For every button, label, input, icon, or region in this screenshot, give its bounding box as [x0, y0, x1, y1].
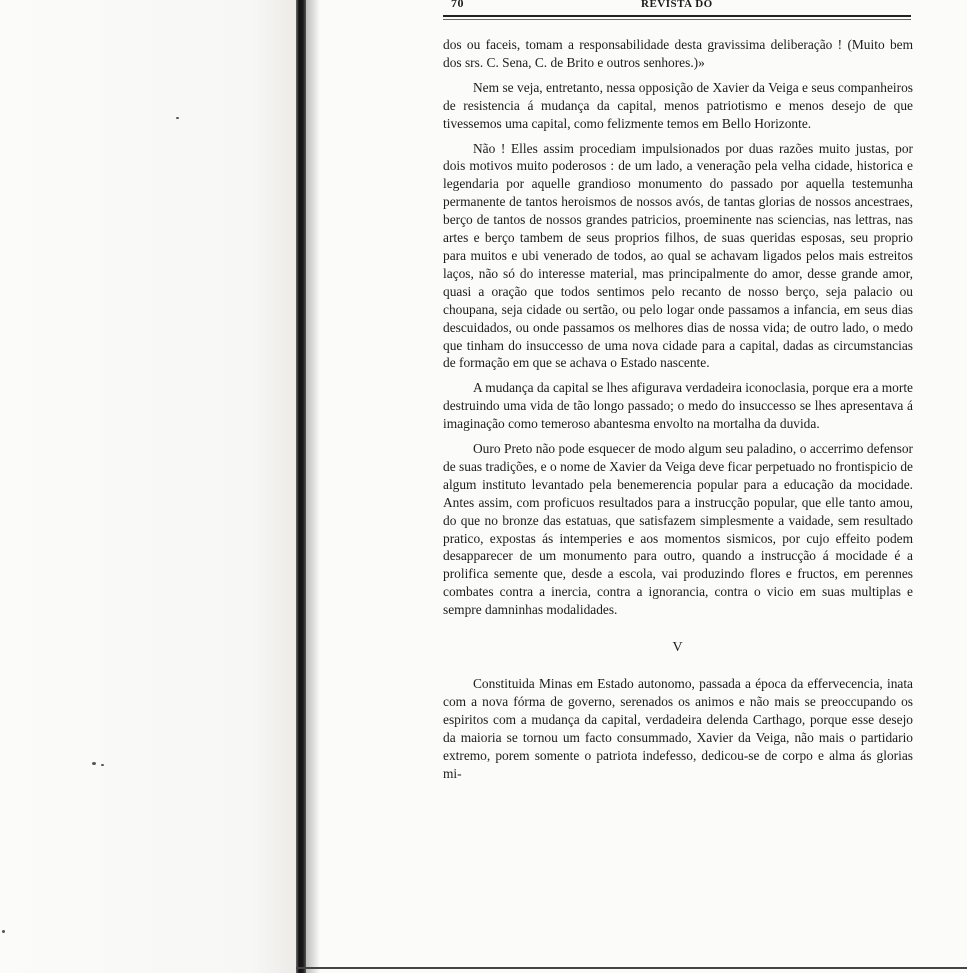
running-head: REVISTA DO — [641, 0, 713, 10]
page-number: 70 — [451, 0, 464, 10]
left-page-margin — [0, 0, 296, 973]
page-header — [443, 0, 913, 14]
spine-shadow — [306, 0, 320, 973]
bottom-edge — [296, 967, 967, 969]
body-text — [443, 36, 913, 782]
book-spine — [296, 0, 306, 973]
scan-speck — [92, 762, 96, 765]
scan-speck — [2, 930, 5, 933]
book-page — [443, 0, 913, 973]
paragraph: Ouro Preto não pode esquecer de modo algum seu paladino, o accerrimo defensor de suas tradições, e o nome de Xavier da Veiga deve ficar perpetuado no frontispicio de algum instituto levantado pela benemerencia popular para a educação da mocidade. Antes assim, com proficuos resultados para a instrucção popular, que elle tanto amou, do que no bronze das estatuas, que satisfazem simplesmente a vaidade, sem resultado pratico, expostas ás intemperies e aos momentos sismicos, por cujo effeito podem desapparecer de um monumento para outro, quando a instrucção á mocidade é a prolifica semente que, desde a escola, vai produzindo flores e fructos, em perennes combates contra a inercia, contra a ignorancia, contra o vicio em suas multiplas e sempre damninhas modalidades. — [443, 441, 913, 618]
scan-speck — [176, 117, 179, 119]
paragraph: Constituida Minas em Estado autonomo, passada a época da effervecencia, inata com a nova fórma de governo, serenados os animos e não mais se preoccupando os espiritos com a mudança da capital, verdadeira delenda Carthago, porque esse desejo da maioria se tornou um facto consummado, Xavier da Veiga, não mais o partidario extremo, porem somente o patriota indefesso, dedicou-se de corpo e alma ás glorias mi- — [443, 676, 913, 781]
paragraph: Não ! Elles assim procediam impulsionados por duas razões muito justas, por dois motivos muito poderosos : de um lado, a veneração pela velha cidade, historica e legendaria por aquelle grandioso monumento do passado por aquella testemunha permanente de tantos heroismos de nossos avós, de tantas glorias de nossos ancestraes, berço de tantos de nossos grandes patricios, proeminente nas sciencias, nas lettras, nas artes e berço tambem de seus proprios filhos, de suas queridas esposas, seu proprio para muitos e ubi venerado de todos, ao qual se achavam ligados pelos mais estreitos laços, não só do interesse material, mas principalmente do amor, desse grande amor, quasi a oração que todos sentimos pelo recanto de nosso berço, seja palacio ou choupana, seja cidade ou sertão, ou pelo logar onde passamos a infancia, em seus dias descuidados, ou onde passamos os melhores dias de nossa vida; de outro lado, o medo que tinham do insuccesso de uma nova cidade para a capital, dadas as circumstancias de formação em que se achava o Estado nascente. — [443, 140, 913, 371]
header-rule-thin — [443, 19, 911, 20]
header-rule — [443, 15, 911, 17]
paragraph: Nem se veja, entretanto, nessa opposição de Xavier da Veiga e seus companheiros de resistencia á mudança da capital, menos patriotismo e menos desejo de que tivessemos uma capital, como felizmente temos em Bello Horizonte. — [443, 79, 913, 131]
paragraph: dos ou faceis, tomam a responsabilidade desta gravissima deliberação ! (Muito bem dos srs. C. Sena, C. de Brito e outros senhores.)» — [443, 37, 913, 70]
scan-speck — [101, 764, 104, 766]
paragraph: A mudança da capital se lhes afigurava verdadeira iconoclasia, porque era a morte destruindo uma vida de tão longo passado; o medo do insuccesso se lhes apresentava á imaginação como temeroso abantesma envolto na mortalha da duvida. — [443, 380, 913, 432]
section-heading: V — [672, 640, 684, 656]
